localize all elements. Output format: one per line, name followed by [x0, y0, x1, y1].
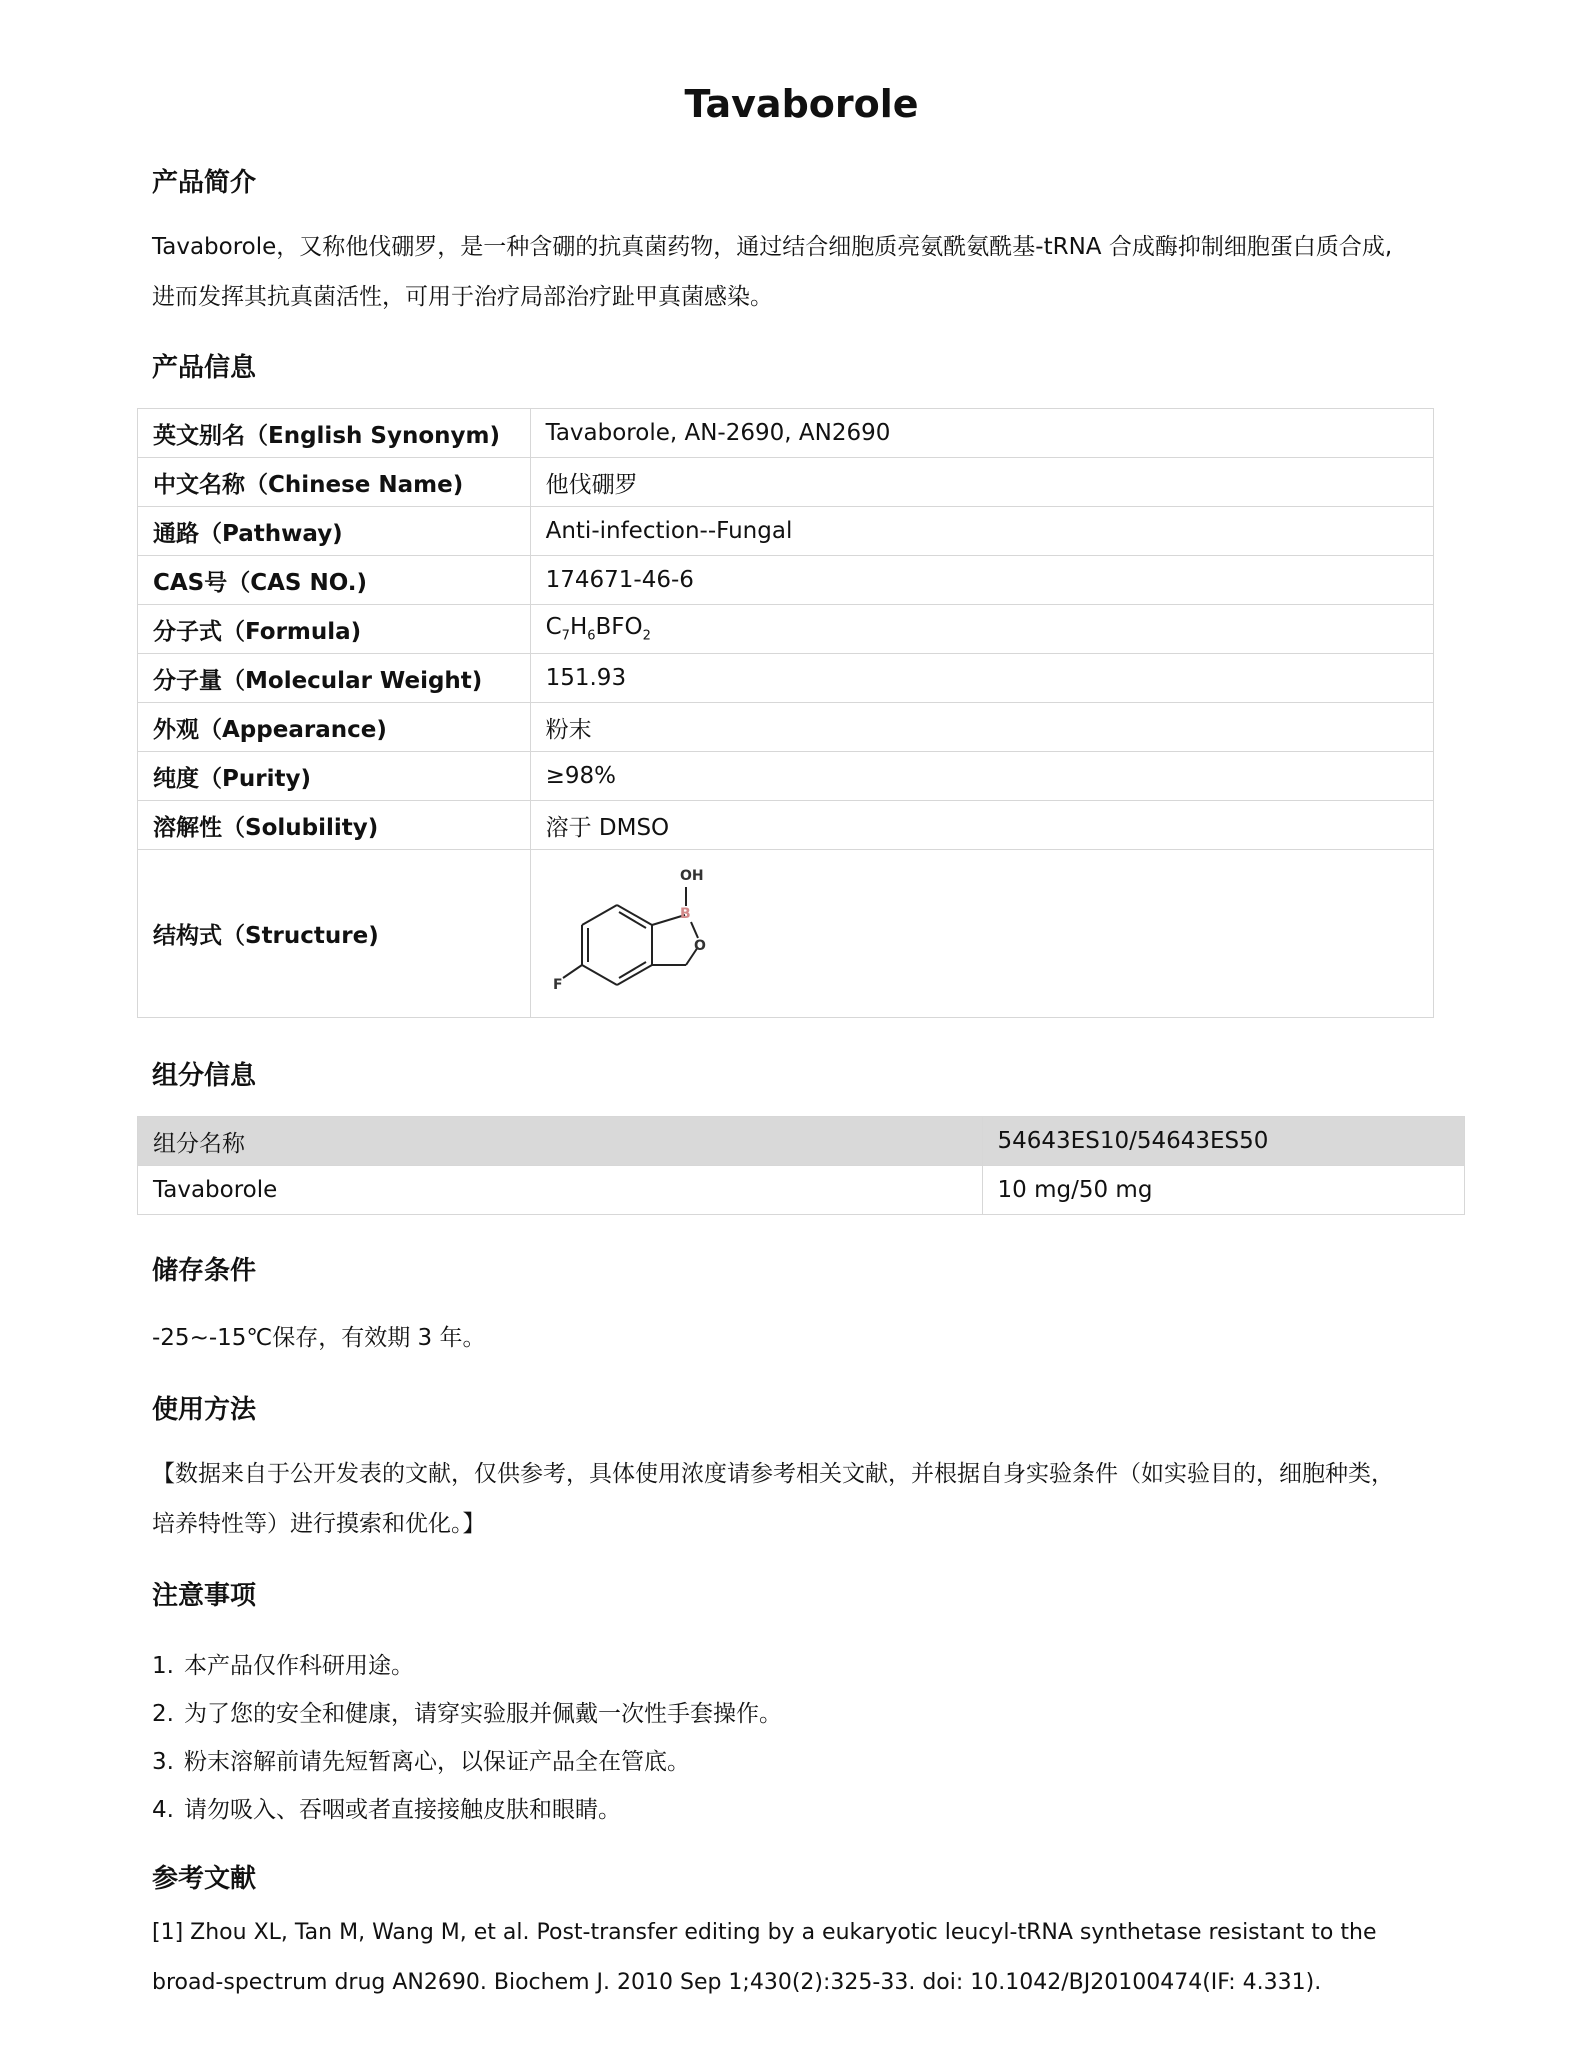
info-row-appearance: [138, 703, 1434, 752]
label-f: F: [552, 976, 563, 993]
components-header-row: [138, 1117, 1465, 1166]
intro-heading: 产品简介: [152, 168, 257, 198]
info-row-mw: [138, 654, 1434, 703]
reference-line1: [1] Zhou XL, Tan M, Wang M, et al. Post-transfer editing by a eukaryotic leucyl-tRNA synthetase resistant to the: [152, 1920, 1377, 1945]
info-value: Anti-infection--Fungal: [530, 507, 1433, 556]
intro-text-line1: Tavaborole，又称他伐硼罗，是一种含硼的抗真菌药物，通过结合细胞质亮氨酰氨酰基-tRNA 合成酶抑制细胞蛋白质合成,: [152, 234, 1393, 260]
list-item-text: 为了您的安全和健康，请穿实验服并佩戴一次性手套操作。: [184, 1701, 782, 1727]
list-item: [152, 1738, 782, 1786]
components-header-name: 组分名称: [138, 1117, 983, 1166]
formula-rest: BFO: [595, 614, 643, 641]
usage-text-line1: 【数据来自于公开发表的文献，仅供参考，具体使用浓度请参考相关文献，并根据自身实验条件（如实验目的，细胞种类，: [152, 1461, 1394, 1487]
notes-heading: 注意事项: [152, 1581, 257, 1611]
storage-text: -25~-15℃保存，有效期 3 年。: [152, 1325, 486, 1351]
reference-line2: broad-spectrum drug AN2690. Biochem J. 2010 Sep 1;430(2):325-33. doi: 10.1042/BJ20100474(IF: 4.331).: [152, 1970, 1322, 1995]
components-table: [137, 1116, 1465, 1215]
info-row-structure: [138, 850, 1434, 1018]
list-item: [152, 1642, 782, 1690]
document-title: Tavaborole: [684, 82, 919, 126]
info-key: 溶解性（Solubility): [138, 801, 531, 850]
list-item-number: 1.: [152, 1653, 174, 1679]
usage-heading: 使用方法: [152, 1395, 257, 1425]
list-item-text: 本产品仅作科研用途。: [184, 1653, 414, 1679]
intro-text-line2: 进而发挥其抗真菌活性，可用于治疗局部治疗趾甲真菌感染。: [152, 284, 773, 310]
components-header-spec: 54643ES10/54643ES50: [982, 1117, 1464, 1166]
list-item-number: 2.: [152, 1701, 174, 1727]
info-key: 中文名称（Chinese Name): [138, 458, 531, 507]
info-row-formula: [138, 605, 1434, 654]
info-row-pathway: [138, 507, 1434, 556]
info-key: CAS号（CAS NO.): [138, 556, 531, 605]
info-row-chinese-name: [138, 458, 1434, 507]
info-heading: 产品信息: [152, 353, 257, 383]
info-value: 溶于 DMSO: [530, 801, 1433, 850]
list-item: [152, 1690, 782, 1738]
list-item-number: 4.: [152, 1797, 174, 1823]
formula-h-count: 6: [587, 628, 596, 644]
formula-o-count: 2: [642, 628, 651, 644]
formula-value: [530, 605, 1433, 654]
formula-h: H: [569, 614, 588, 641]
info-key: 分子式（Formula): [138, 605, 531, 654]
product-info-table: [137, 408, 1434, 1018]
info-row-synonym: [138, 409, 1434, 458]
formula-c-count: 7: [561, 628, 570, 644]
label-oh: OH: [679, 867, 704, 884]
info-value: 174671-46-6: [530, 556, 1433, 605]
list-item-number: 3.: [152, 1749, 174, 1775]
info-value: 151.93: [530, 654, 1433, 703]
usage-text-line2: 培养特性等）进行摸索和优化。】: [152, 1511, 486, 1537]
formula-c: C: [545, 614, 562, 641]
storage-heading: 储存条件: [152, 1256, 257, 1286]
list-item-text: 请勿吸入、吞咽或者直接接触皮肤和眼睛。: [184, 1797, 621, 1823]
info-key: 英文别名（English Synonym): [138, 409, 531, 458]
info-value: Tavaborole, AN-2690, AN2690: [530, 409, 1433, 458]
notes-list: [152, 1642, 782, 1834]
info-key: 外观（Appearance): [138, 703, 531, 752]
info-row-solubility: [138, 801, 1434, 850]
structure-cell: [530, 850, 1433, 1018]
info-key: 纯度（Purity): [138, 752, 531, 801]
components-heading: 组分信息: [152, 1061, 257, 1091]
info-value: ≥98%: [530, 752, 1433, 801]
info-key: 分子量（Molecular Weight): [138, 654, 531, 703]
info-row-purity: [138, 752, 1434, 801]
component-amount: 10 mg/50 mg: [982, 1166, 1464, 1215]
structure-diagram: [546, 856, 746, 1006]
label-b: B: [679, 905, 691, 922]
components-row: [138, 1166, 1465, 1215]
list-item-text: 粉末溶解前请先短暂离心，以保证产品全在管底。: [184, 1749, 690, 1775]
label-o: O: [693, 937, 706, 954]
info-key: 结构式（Structure): [138, 850, 531, 1018]
info-key: 通路（Pathway): [138, 507, 531, 556]
component-name: Tavaborole: [138, 1166, 983, 1215]
info-value: 粉末: [530, 703, 1433, 752]
info-value: 他伐硼罗: [530, 458, 1433, 507]
info-row-cas: [138, 556, 1434, 605]
references-heading: 参考文献: [152, 1864, 257, 1894]
list-item: [152, 1786, 782, 1834]
